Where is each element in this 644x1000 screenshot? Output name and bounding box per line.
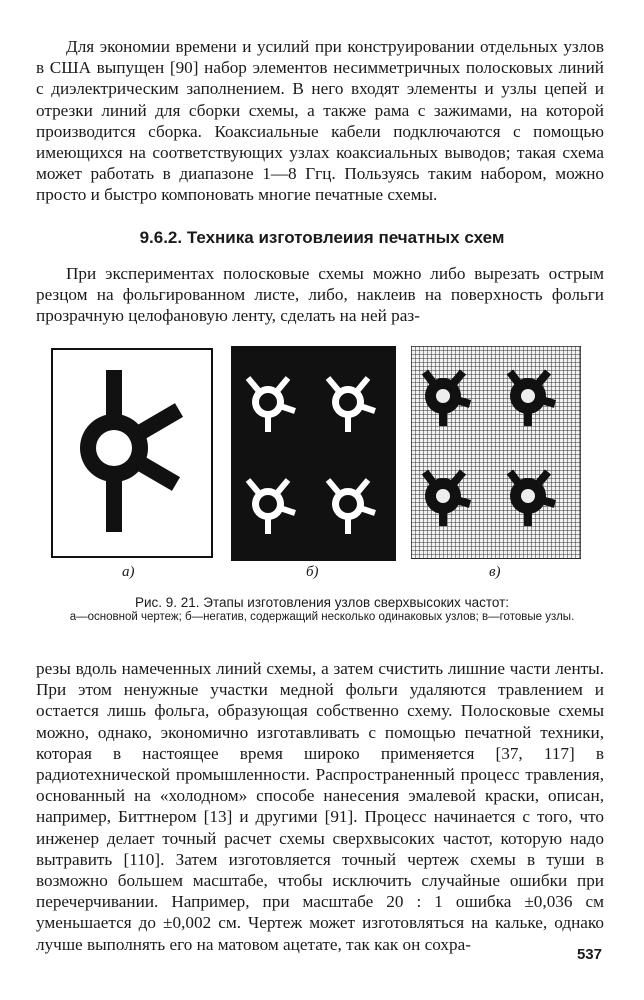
paragraph-1: Для экономии времени и усилий при конструировании отдельных узлов в США выпущен [90] набор элементов несимметричных полосковых линий с диэлектрическим заполнением. В него входят элементы и узлы цепей и отрезки линий для сборки схемы, а также рама с зажимами, на которой производится сборка. Коаксиальные кабели подключаются с помощью имеющихся на соответствующих узлах коаксиальных выводов; такая схема может работать в диапазоне 1—8 Ггц. Пользуясь таким набором, можно просто и быстро компоновать многие печатные схемы. [36, 37, 604, 205]
section-heading: 9.6.2. Техника изготовлеиия печатных схем [139, 228, 505, 247]
page-number: 537 [576, 946, 602, 963]
paragraph-2: При экспериментах полосковые схемы можно либо вырезать острым резцом на фольгированном листе, либо, наклеив на поверхность фольги прозрачную целофановую ленту, сделать на ней раз- [36, 264, 604, 326]
figure-label-a: а) [122, 564, 135, 580]
paragraph-3: резы вдоль намеченных линий схемы, а затем счистить лишние части ленты. При этом ненужные участки медной фольги удаляются травлением и остается лишь фольга, образующая собственно схему. Полосковые схемы можно, однако, экономично изготавливать с помощью печатной техники, которая в настоящее время широко применяется [37, 117] в радиотехнической промышленности. Распространенный процесс травления, основанный на «холодном» способе нанесения эмалевой краски, описан, например, Биттнером [13] и другими [91]. Процесс начинается с того, что инженер делает точный расчет схемы сверхвысоких частот, которую надо вытравить [110]. Затем изготовляется точный чертеж схемы в туши в возможно большем масштабе, чтобы исключить случайные ошибки при перечерчивании. Например, при масштабе 20 : 1 ошибка ±0,036 см уменьшается до ±0,002 см. Чертеж может изготовляться на кальке, однако лучше выполнять его на матовом ацетате, так как он сохра- [36, 659, 604, 954]
caption-legend: а—основной чертеж; б—негатив, содержащий несколько одинаковых узлов; в—готовые узлы. [69, 611, 575, 623]
figure-label-b: б) [306, 564, 319, 580]
figure-caption [28, 596, 616, 624]
figure-b-negative [231, 346, 396, 561]
figure-c-finished-units [411, 346, 581, 559]
figure-label-c: в) [489, 564, 501, 580]
figure-a-master-drawing [51, 348, 213, 558]
caption-title: Рис. 9. 21. Этапы изготовления узлов сверхвысоких частот: [134, 595, 510, 610]
